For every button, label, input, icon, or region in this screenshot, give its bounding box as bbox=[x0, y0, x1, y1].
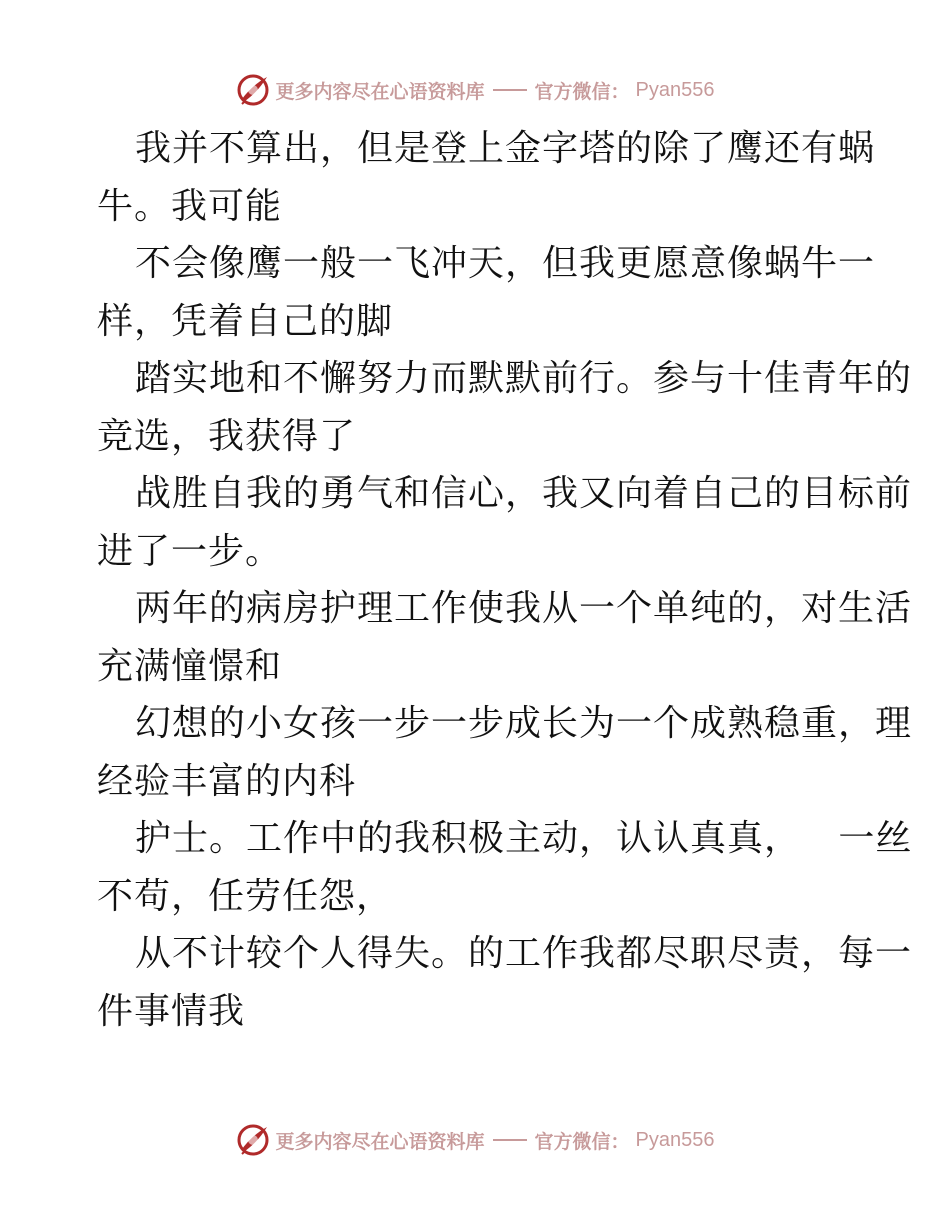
body-line: 我并不算出，但是登上金字塔的除了鹰还有蜗 bbox=[135, 128, 876, 169]
banner-dash bbox=[493, 1139, 527, 1141]
body-line: 不苟，任劳任怨， bbox=[97, 875, 394, 917]
body-line: 从不计较个人得失。的工作我都尽职尽责，每一 bbox=[135, 933, 913, 974]
footer-banner bbox=[0, 1120, 950, 1160]
body-line: 护士。工作中的我积极主动，认认真真， 一丝 bbox=[135, 818, 913, 859]
banner-wechat-label: 官方微信： bbox=[534, 1130, 630, 1153]
document-body bbox=[97, 120, 913, 1040]
banner-wechat-id: Pyan556 bbox=[635, 78, 715, 101]
body-line: 样，凭着自己的脚 bbox=[97, 300, 394, 342]
body-line: 战胜自我的勇气和信心，我又向着自己的目标前 bbox=[135, 473, 913, 514]
body-line: 进了一步。 bbox=[97, 530, 283, 572]
banner-text: 更多内容尽在心语资料库 bbox=[275, 1130, 485, 1153]
banner-dash bbox=[493, 89, 527, 91]
banner-wechat-label: 官方微信： bbox=[534, 80, 630, 103]
banner-text: 更多内容尽在心语资料库 bbox=[275, 80, 485, 103]
banner-wechat-id: Pyan556 bbox=[635, 1128, 715, 1151]
body-line: 不会像鹰一般一飞冲天，但我更愿意像蜗牛一 bbox=[135, 243, 876, 284]
body-line: 两年的病房护理工作使我从一个单纯的，对生活 bbox=[135, 588, 913, 629]
body-line: 件事情我 bbox=[97, 990, 246, 1032]
header-banner bbox=[0, 70, 950, 110]
body-line: 充满憧憬和 bbox=[97, 645, 283, 687]
feather-pen-logo-icon bbox=[236, 73, 270, 107]
body-line: 幻想的小女孩一步一步成长为一个成熟稳重，理 bbox=[135, 703, 913, 744]
body-line: 竞选，我获得了 bbox=[97, 415, 357, 457]
body-line: 踏实地和不懈努力而默默前行。参与十佳青年的 bbox=[135, 358, 913, 399]
body-line: 牛。我可能 bbox=[97, 185, 283, 227]
body-line: 经验丰富的内科 bbox=[97, 760, 357, 802]
feather-pen-logo-icon bbox=[236, 1123, 270, 1157]
